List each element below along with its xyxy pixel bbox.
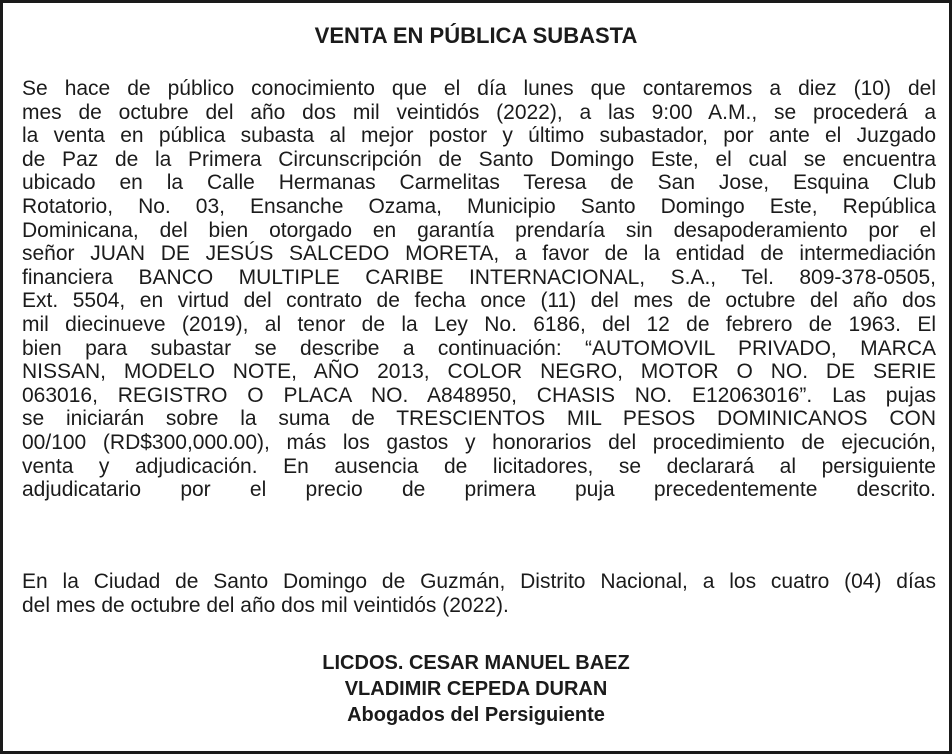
paragraph-line: Se hace de público conocimiento que el día lunes que contaremos a diez (10) del [22,77,936,100]
paragraph-line: bien para subastar se describe a continuación: “AUTOMOVIL PRIVADO, MARCA [22,336,936,360]
notice-paragraph-main [22,77,936,502]
signature-lawyer-2: VLADIMIR CEPEDA DURAN [344,678,608,700]
paragraph-line: Rotatorio, No. 03, Ensanche Ozama, Municipio Santo Domingo Este, República [22,194,936,218]
paragraph-line: 063016, REGISTRO O PLACA NO. A848950, CHASIS NO. E12063016”. Las pujas [22,383,936,407]
signature-role: Abogados del Persiguiente [347,704,605,726]
paragraph-line: Ext. 5504, en virtud del contrato de fecha once (11) del mes de octubre del año dos [22,289,936,313]
paragraph-line: adjudicatario por el precio de primera puja precedentemente descrito. [22,478,936,502]
paragraph-line: del mes de octubre del año dos mil veintidós (2022). [22,593,509,617]
paragraph-line: 00/100 (RD$300,000.00), más los gastos y honorarios del procedimiento de ejecución, [22,430,936,454]
paragraph-line: NISSAN, MODELO NOTE, AÑO 2013, COLOR NEGRO, MOTOR O NO. DE SERIE [22,360,936,384]
signature-block [3,650,949,728]
notice-paragraph-date [22,570,936,617]
paragraph-line: financiera BANCO MULTIPLE CARIBE INTERNACIONAL, S.A., Tel. 809-378-0505, [22,265,936,289]
paragraph-line: la venta en pública subasta al mejor postor y último subastador, por ante el Juzgado [22,124,936,148]
paragraph-line: En la Ciudad de Santo Domingo de Guzmán, Distrito Nacional, a los cuatro (04) días [22,570,936,593]
paragraph-line: mes de octubre del año dos mil veintidós (2022), a las 9:00 A.M., se procederá a [22,100,936,124]
paragraph-line: venta y adjudicación. En ausencia de licitadores, se declarará al persiguiente [22,454,936,478]
paragraph-line: se iniciarán sobre la suma de TRESCIENTOS MIL PESOS DOMINICANOS CON [22,407,936,431]
signature-lawyer-1: LICDOS. CESAR MANUEL BAEZ [322,652,630,674]
notice-title: VENTA EN PÚBLICA SUBASTA [314,23,638,48]
paragraph-line: Dominicana, del bien otorgado en garantía prendaría sin desapoderamiento por el [22,218,936,242]
paragraph-line: mil diecinueve (2019), al tenor de la Ley No. 6186, del 12 de febrero de 1963. El [22,312,936,336]
paragraph-line: señor JUAN DE JESÚS SALCEDO MORETA, a favor de la entidad de intermediación [22,242,936,266]
paragraph-line: de Paz de la Primera Circunscripción de Santo Domingo Este, el cual se encuentra [22,147,936,171]
paragraph-line: ubicado en la Calle Hermanas Carmelitas Teresa de San Jose, Esquina Club [22,171,936,195]
